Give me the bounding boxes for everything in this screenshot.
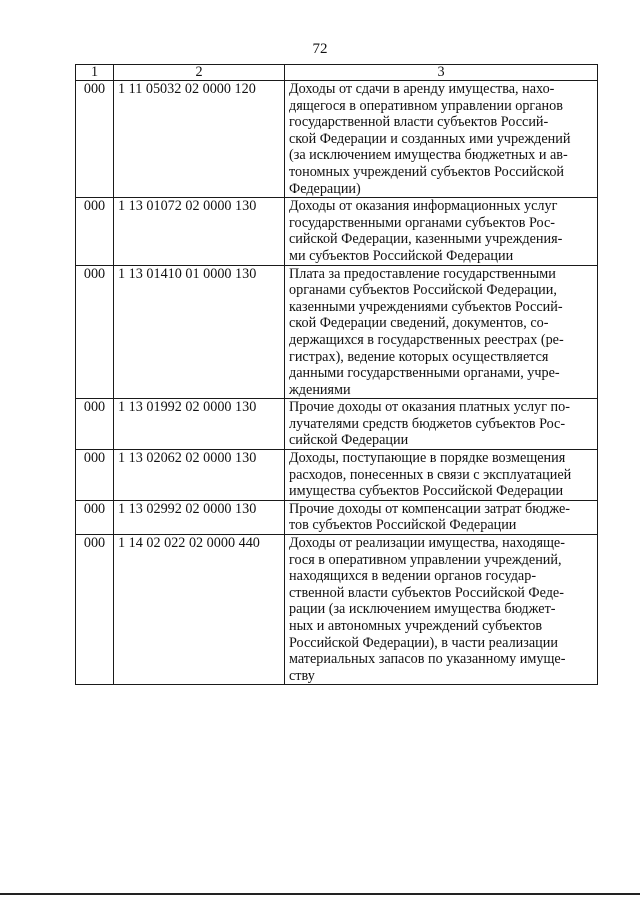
description-line: ской Федерации сведений, документов, со- [289, 315, 549, 332]
table-row [76, 450, 598, 501]
description-line: находящихся в ведении органов государ- [289, 568, 537, 585]
description-line: Доходы, поступающие в порядке возмещения [289, 450, 566, 467]
page-number: 72 [312, 41, 328, 57]
description-line: казенными учреждениями субъектов Россий- [289, 298, 563, 315]
description-line: ской Федерации и созданных ими учреждений [289, 130, 571, 147]
description-line: рации (за исключением имущества бюджет- [289, 601, 556, 618]
description-cell [285, 450, 598, 501]
admin-code-cell: 000 [76, 198, 114, 265]
description-cell [285, 399, 598, 450]
admin-code-cell: 000 [76, 399, 114, 450]
income-code-cell: 1 14 02 022 02 0000 440 [114, 535, 285, 685]
description-line: (за исключением имущества бюджетных и ав- [289, 147, 568, 164]
admin-code-cell: 000 [76, 450, 114, 501]
description-cell [285, 265, 598, 399]
column-header-1: 1 [76, 65, 114, 81]
table-row [76, 500, 598, 534]
description-line: Федерации) [289, 180, 361, 197]
column-header-3: 3 [285, 65, 598, 81]
description-line: государственной власти субъектов Россий- [289, 114, 549, 131]
income-code-cell: 1 11 05032 02 0000 120 [114, 81, 285, 198]
description-line: ждениями [289, 381, 351, 398]
table-header-row [76, 65, 598, 81]
description-line: держащихся в государственных реестрах (ре- [289, 331, 564, 348]
description-line: Доходы от сдачи в аренду имущества, нахо- [289, 81, 555, 97]
description-line: гистрах), ведение которых осуществляется [289, 348, 549, 365]
admin-code-cell: 000 [76, 500, 114, 534]
description-line: Доходы от реализации имущества, находяще- [289, 535, 565, 552]
description-line: Прочие доходы от оказания платных услуг по- [289, 399, 570, 416]
description-line: лучателями средств бюджетов субъектов Рос- [289, 415, 566, 432]
description-line: ству [289, 667, 315, 684]
description-line: государственными органами субъектов Рос- [289, 214, 555, 231]
column-header-2: 2 [114, 65, 285, 81]
description-cell [285, 198, 598, 265]
table-row [76, 265, 598, 399]
table-row [76, 399, 598, 450]
description-line: ных и автономных учреждений субъектов [289, 618, 543, 634]
description-line: Плата за предоставление государственными [289, 265, 556, 282]
description-line: сийской Федерации, казенными учреждения- [289, 231, 563, 248]
table-row [76, 198, 598, 265]
description-line: ми субъектов Российской Федерации [289, 247, 514, 264]
description-line: материальных запасов по указанному имуще- [289, 651, 566, 668]
description-cell [285, 81, 598, 198]
description-line: тов субъектов Российской Федерации [289, 517, 517, 534]
description-cell [285, 500, 598, 534]
table-body [76, 81, 598, 685]
table-row [76, 81, 598, 198]
description-line: данными государственными органами, учре- [289, 365, 560, 382]
income-code-cell: 1 13 01072 02 0000 130 [114, 198, 285, 265]
admin-code-cell: 000 [76, 81, 114, 198]
table-row [76, 535, 598, 685]
description-line: гося в оперативном управлении учреждений, [289, 551, 562, 568]
income-code-cell: 1 13 01992 02 0000 130 [114, 399, 285, 450]
description-line: органами субъектов Российской Федерации, [289, 282, 557, 299]
description-line: сийской Федерации [289, 432, 409, 449]
income-code-cell: 1 13 01410 01 0000 130 [114, 265, 285, 399]
description-line: тономных учреждений субъектов Российской [289, 163, 565, 180]
description-line: Российской Федерации), в части реализации [289, 634, 558, 651]
description-cell [285, 535, 598, 685]
description-line: дящегося в оперативном управлении органов [289, 97, 563, 114]
income-code-cell: 1 13 02062 02 0000 130 [114, 450, 285, 501]
income-code-cell: 1 13 02992 02 0000 130 [114, 500, 285, 534]
description-line: имущества субъектов Российской Федерации [289, 483, 564, 500]
description-line: расходов, понесенных в связи с эксплуатацией [289, 466, 572, 483]
admin-code-cell: 000 [76, 535, 114, 685]
description-line: Прочие доходы от компенсации затрат бюдже- [289, 500, 570, 517]
description-line: Доходы от оказания информационных услуг [289, 198, 558, 215]
bottom-rule [0, 893, 640, 895]
admin-code-cell: 000 [76, 265, 114, 399]
description-line: ственной власти субъектов Российской Феде- [289, 584, 564, 601]
income-codes-table [75, 64, 598, 685]
